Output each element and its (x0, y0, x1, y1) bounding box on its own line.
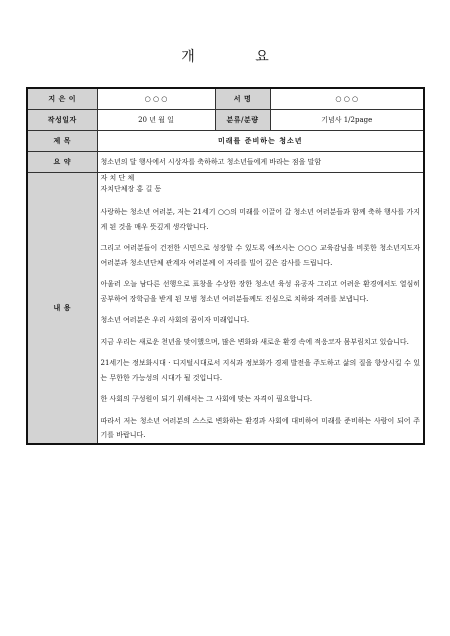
date-row (27, 110, 424, 131)
subject-row (27, 131, 424, 152)
info-form-table (26, 87, 425, 445)
paragraph: 청소년 여러분은 우리 사회의 꿈이자 미래입니다. (100, 316, 250, 324)
author-row (27, 88, 424, 110)
category-value: 기념사 1/2page (270, 110, 424, 131)
paragraph: 한 사회의 구성원이 되기 위해서는 그 사회에 맞는 자격이 필요합니다. (100, 395, 313, 403)
paragraph: 사랑하는 청소년 여러분, 저는 21세기 ○○의 미래를 이끌어 갈 청소년 여러분들과 함께 축하 행사를 가지게 된 것을 매우 뜻깊게 생각합니다. (100, 208, 420, 231)
document-title: 개 요 (181, 49, 297, 65)
date-label: 작성일자 (27, 110, 97, 131)
category-label: 분류/분량 (215, 110, 270, 131)
signature-label: 서 명 (215, 88, 270, 110)
paragraph: 아울러 오늘 남다른 선행으로 표창을 수상한 장한 청소년 육성 유공자 그리고 어려운 환경에서도 열심히 공부하여 장학금을 받게 된 모범 청소년 여러분들께도 진심으로 치하와 격려를 보냅니다. (100, 280, 420, 303)
organization-name: 자 치 단 체 (100, 174, 135, 182)
speaker-name: 자치단체장 홍 길 동 (100, 185, 162, 193)
date-value: 20 년 월 일 (97, 110, 215, 131)
paragraph: 따라서 저는 청소년 여러분의 스스로 변화하는 환경과 사회에 대비하여 미래를 준비하는 사람이 되어 주기를 바랍니다. (100, 416, 420, 439)
signature-value: ○ ○ ○ (270, 88, 424, 110)
summary-label: 요 약 (27, 152, 97, 173)
paragraph: 그리고 여러분들이 건전한 시민으로 성장할 수 있도록 애쓰시는 ○○○ 교육감님을 비롯한 청소년지도자 여러분과 청소년단체 관계자 여러분께 이 자리를 빌어 깊은 감사를 드립니다. (100, 244, 420, 267)
subject-value: 미래를 준비하는 청소년 (97, 131, 424, 152)
subject-label: 제 목 (27, 131, 97, 152)
content-label: 내 용 (27, 173, 97, 444)
content-row (27, 173, 424, 444)
summary-value: 청소년의 달 행사에서 시상자를 축하하고 청소년들에게 바라는 점을 말함 (97, 152, 424, 173)
paragraph: 21세기는 정보화시대 · 디지털시대로서 지식과 정보화가 경제 발전을 주도하고 삶의 질을 향상시킬 수 있는 무한한 가능성의 시대가 될 것입니다. (100, 359, 420, 382)
content-body (97, 173, 424, 444)
author-value: ○ ○ ○ (97, 88, 215, 110)
summary-row (27, 152, 424, 173)
author-label: 지 은 이 (27, 88, 97, 110)
paragraph: 지금 우리는 새로운 천년을 맞이했으며, 많은 변화와 새로운 환경 속에 적응코자 몸부림치고 있습니다. (100, 337, 409, 346)
